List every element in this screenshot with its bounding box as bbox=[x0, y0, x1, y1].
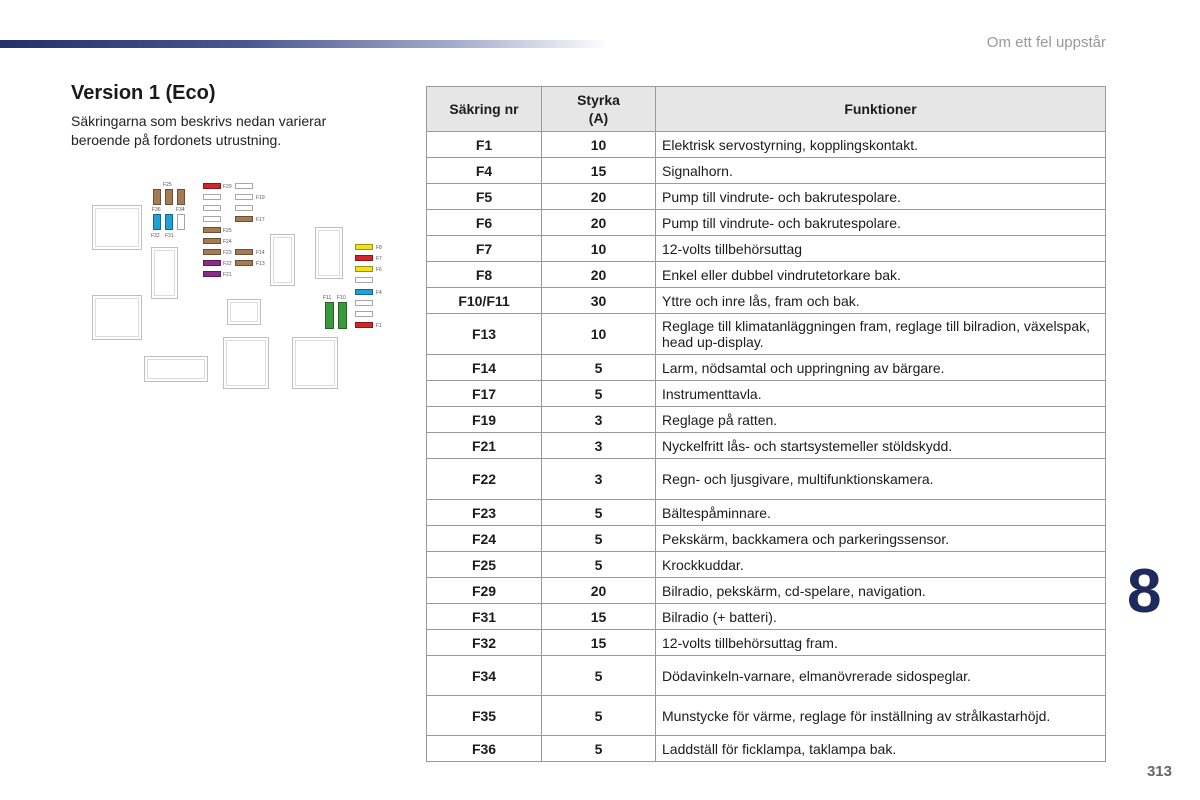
diagram-block bbox=[270, 234, 295, 286]
fuse-function-cell: Munstycke för värme, reglage för inställning av strålkastarhöjd. bbox=[656, 696, 1106, 736]
table-row bbox=[427, 184, 1106, 210]
fuse-empty bbox=[235, 194, 253, 200]
fuse-green bbox=[338, 302, 347, 329]
table-row bbox=[427, 604, 1106, 630]
diagram-block bbox=[92, 295, 142, 340]
table-row bbox=[427, 656, 1106, 696]
table-row bbox=[427, 552, 1106, 578]
fuse-function-cell: Larm, nödsamtal och uppringning av bärgare. bbox=[656, 355, 1106, 381]
fuse-label: F17 bbox=[256, 217, 265, 223]
fuse-red bbox=[355, 322, 373, 328]
header-gradient-bar bbox=[0, 40, 610, 48]
fuse-number-cell: F6 bbox=[427, 210, 542, 236]
fuse-function-cell: Instrumenttavla. bbox=[656, 381, 1106, 407]
fuse-number-cell: F32 bbox=[427, 630, 542, 656]
fuse-function-cell: Nyckelfritt lås- och startsystemeller stöldskydd. bbox=[656, 433, 1106, 459]
fuse-ampere-cell: 5 bbox=[542, 656, 656, 696]
fuse-label: F8 bbox=[376, 245, 382, 251]
table-row bbox=[427, 696, 1106, 736]
fuse-number-cell: F10/F11 bbox=[427, 288, 542, 314]
fuse-ampere-cell: 3 bbox=[542, 433, 656, 459]
fuse-purple bbox=[203, 260, 221, 266]
table-row bbox=[427, 526, 1106, 552]
fuse-number-cell: F31 bbox=[427, 604, 542, 630]
fuse-empty bbox=[355, 311, 373, 317]
fuse-label: F22 bbox=[223, 261, 232, 267]
table-row bbox=[427, 578, 1106, 604]
fuse-number-cell: F36 bbox=[427, 736, 542, 762]
description-text: Säkringarna som beskrivs nedan varierar beroende på fordonets utrustning. bbox=[71, 113, 327, 148]
fuse-number-cell: F25 bbox=[427, 552, 542, 578]
fuse-ampere-cell: 20 bbox=[542, 184, 656, 210]
fuse-function-cell: Pump till vindrute- och bakrutespolare. bbox=[656, 210, 1106, 236]
fuse-red bbox=[355, 255, 373, 261]
fuse-brown bbox=[235, 249, 253, 255]
table-row bbox=[427, 288, 1106, 314]
fuse-function-cell: Reglage till klimatanläggningen fram, reglage till bilradion, växelspak, head up-display. bbox=[656, 314, 1106, 355]
fuse-brown bbox=[203, 227, 221, 233]
table-row bbox=[427, 236, 1106, 262]
fuse-number-cell: F17 bbox=[427, 381, 542, 407]
fuse-yellow bbox=[355, 266, 373, 272]
fuse-function-cell: Bältespåminnare. bbox=[656, 500, 1106, 526]
fuse-blue bbox=[153, 214, 161, 230]
fuse-ampere-cell: 15 bbox=[542, 630, 656, 656]
chapter-number: 8 bbox=[1127, 557, 1162, 626]
fuse-label: F25 bbox=[163, 182, 172, 188]
fuse-blue bbox=[165, 214, 173, 230]
column-header-strength: Styrka (A) bbox=[542, 87, 656, 132]
fuse-brown bbox=[203, 249, 221, 255]
fuse-label: F19 bbox=[256, 195, 265, 201]
fuse-label: F29 bbox=[223, 184, 232, 190]
fuse-ampere-cell: 3 bbox=[542, 407, 656, 433]
fuse-number-cell: F29 bbox=[427, 578, 542, 604]
fuse-function-cell: Reglage på ratten. bbox=[656, 407, 1106, 433]
table-row bbox=[427, 630, 1106, 656]
table-row bbox=[427, 210, 1106, 236]
diagram-block bbox=[144, 356, 208, 382]
page-number: 313 bbox=[1146, 763, 1172, 780]
diagram-block bbox=[292, 337, 338, 389]
table-row bbox=[427, 355, 1106, 381]
fuse-label: F25 bbox=[223, 228, 232, 234]
fuse-brown bbox=[235, 260, 253, 266]
fuse-brown bbox=[203, 238, 221, 244]
fuse-function-cell: Dödavinkeln-varnare, elmanövrerade sidospeglar. bbox=[656, 656, 1106, 696]
fuse-ampere-cell: 10 bbox=[542, 236, 656, 262]
fuse-function-cell: Bilradio, pekskärm, cd-spelare, navigation. bbox=[656, 578, 1106, 604]
fuse-empty bbox=[203, 216, 221, 222]
fuse-function-cell: Laddställ för ficklampa, taklampa bak. bbox=[656, 736, 1106, 762]
fuse-number-cell: F19 bbox=[427, 407, 542, 433]
fuse-ampere-cell: 5 bbox=[542, 381, 656, 407]
fuse-function-cell: Elektrisk servostyrning, kopplingskontakt. bbox=[656, 132, 1106, 158]
fuse-label: F4 bbox=[376, 290, 382, 296]
table-row bbox=[427, 736, 1106, 762]
fuse-label: F14 bbox=[256, 250, 265, 256]
fuse-function-cell: Enkel eller dubbel vindrutetorkare bak. bbox=[656, 262, 1106, 288]
fuse-brown bbox=[153, 189, 161, 205]
fuse-empty bbox=[203, 194, 221, 200]
fuse-label: F24 bbox=[223, 239, 232, 245]
fuse-box-diagram bbox=[85, 175, 405, 405]
fuse-label: F34 bbox=[176, 207, 185, 213]
table-header-row bbox=[427, 87, 1106, 132]
fuse-label: F32 bbox=[151, 233, 160, 239]
fuse-function-cell: 12-volts tillbehörsuttag fram. bbox=[656, 630, 1106, 656]
fuse-label: F21 bbox=[223, 272, 232, 278]
fuse-ampere-cell: 10 bbox=[542, 132, 656, 158]
fuse-empty bbox=[203, 205, 221, 211]
fuse-ampere-cell: 10 bbox=[542, 314, 656, 355]
fuse-ampere-cell: 3 bbox=[542, 459, 656, 500]
diagram-block bbox=[227, 299, 261, 325]
fuse-ampere-cell: 5 bbox=[542, 500, 656, 526]
fuse-yellow bbox=[355, 244, 373, 250]
fuse-empty bbox=[355, 277, 373, 283]
diagram-block bbox=[92, 205, 142, 250]
table-row bbox=[427, 132, 1106, 158]
diagram-block bbox=[315, 227, 343, 279]
fuse-ampere-cell: 20 bbox=[542, 210, 656, 236]
fuse-number-cell: F24 bbox=[427, 526, 542, 552]
fuse-label: F10 bbox=[337, 295, 346, 301]
fuse-label: F31 bbox=[165, 233, 174, 239]
fuse-number-cell: F23 bbox=[427, 500, 542, 526]
section-title: Om ett fel uppstår bbox=[986, 34, 1106, 51]
fuse-label: F1 bbox=[376, 323, 382, 329]
diagram-block bbox=[223, 337, 269, 389]
fuse-label: F36 bbox=[152, 207, 161, 213]
table-row bbox=[427, 158, 1106, 184]
fuse-ampere-cell: 30 bbox=[542, 288, 656, 314]
fuse-label: F6 bbox=[376, 267, 382, 273]
fuse-function-cell: 12-volts tillbehörsuttag bbox=[656, 236, 1106, 262]
fuse-label: F7 bbox=[376, 256, 382, 262]
fuse-purple bbox=[203, 271, 221, 277]
fuse-ampere-cell: 15 bbox=[542, 158, 656, 184]
fuse-number-cell: F35 bbox=[427, 696, 542, 736]
table-row bbox=[427, 459, 1106, 500]
fuse-green bbox=[325, 302, 334, 329]
fuse-number-cell: F13 bbox=[427, 314, 542, 355]
fuse-empty bbox=[177, 214, 185, 230]
fuse-number-cell: F1 bbox=[427, 132, 542, 158]
fuse-ampere-cell: 5 bbox=[542, 355, 656, 381]
fuse-label: F13 bbox=[256, 261, 265, 267]
fuse-number-cell: F8 bbox=[427, 262, 542, 288]
fuse-number-cell: F22 bbox=[427, 459, 542, 500]
table-row bbox=[427, 500, 1106, 526]
fuse-number-cell: F14 bbox=[427, 355, 542, 381]
fuse-function-cell: Pekskärm, backkamera och parkeringssensor. bbox=[656, 526, 1106, 552]
fuse-function-cell: Yttre och inre lås, fram och bak. bbox=[656, 288, 1106, 314]
table-row bbox=[427, 314, 1106, 355]
fuse-empty bbox=[235, 183, 253, 189]
column-header-functions: Funktioner bbox=[656, 87, 1106, 132]
fuse-number-cell: F21 bbox=[427, 433, 542, 459]
fuse-function-cell: Regn- och ljusgivare, multifunktionskamera. bbox=[656, 459, 1106, 500]
fuse-ampere-cell: 5 bbox=[542, 696, 656, 736]
fuse-empty bbox=[235, 205, 253, 211]
fuse-function-cell: Krockkuddar. bbox=[656, 552, 1106, 578]
fuse-label: F11 bbox=[323, 295, 332, 301]
fuse-function-cell: Signalhorn. bbox=[656, 158, 1106, 184]
fuse-number-cell: F4 bbox=[427, 158, 542, 184]
fuse-ampere-cell: 20 bbox=[542, 578, 656, 604]
fuse-blue bbox=[355, 289, 373, 295]
table-row bbox=[427, 381, 1106, 407]
table-row bbox=[427, 262, 1106, 288]
fuse-brown bbox=[165, 189, 173, 205]
diagram-block bbox=[151, 247, 178, 299]
fuse-ampere-cell: 5 bbox=[542, 526, 656, 552]
fuse-label: F23 bbox=[223, 250, 232, 256]
fuse-empty bbox=[355, 300, 373, 306]
table-row bbox=[427, 433, 1106, 459]
fuse-number-cell: F34 bbox=[427, 656, 542, 696]
fuse-number-cell: F5 bbox=[427, 184, 542, 210]
fuse-function-cell: Bilradio (+ batteri). bbox=[656, 604, 1106, 630]
column-header-number: Säkring nr bbox=[427, 87, 542, 132]
fuse-function-cell: Pump till vindrute- och bakrutespolare. bbox=[656, 184, 1106, 210]
fuse-ampere-cell: 5 bbox=[542, 736, 656, 762]
page-title: Version 1 (Eco) bbox=[71, 82, 216, 104]
fuse-number-cell: F7 bbox=[427, 236, 542, 262]
table-row bbox=[427, 407, 1106, 433]
fuse-ampere-cell: 5 bbox=[542, 552, 656, 578]
fuse-brown bbox=[177, 189, 185, 205]
fuse-brown bbox=[235, 216, 253, 222]
fuse-table bbox=[426, 86, 1106, 762]
fuse-ampere-cell: 15 bbox=[542, 604, 656, 630]
fuse-red bbox=[203, 183, 221, 189]
fuse-ampere-cell: 20 bbox=[542, 262, 656, 288]
